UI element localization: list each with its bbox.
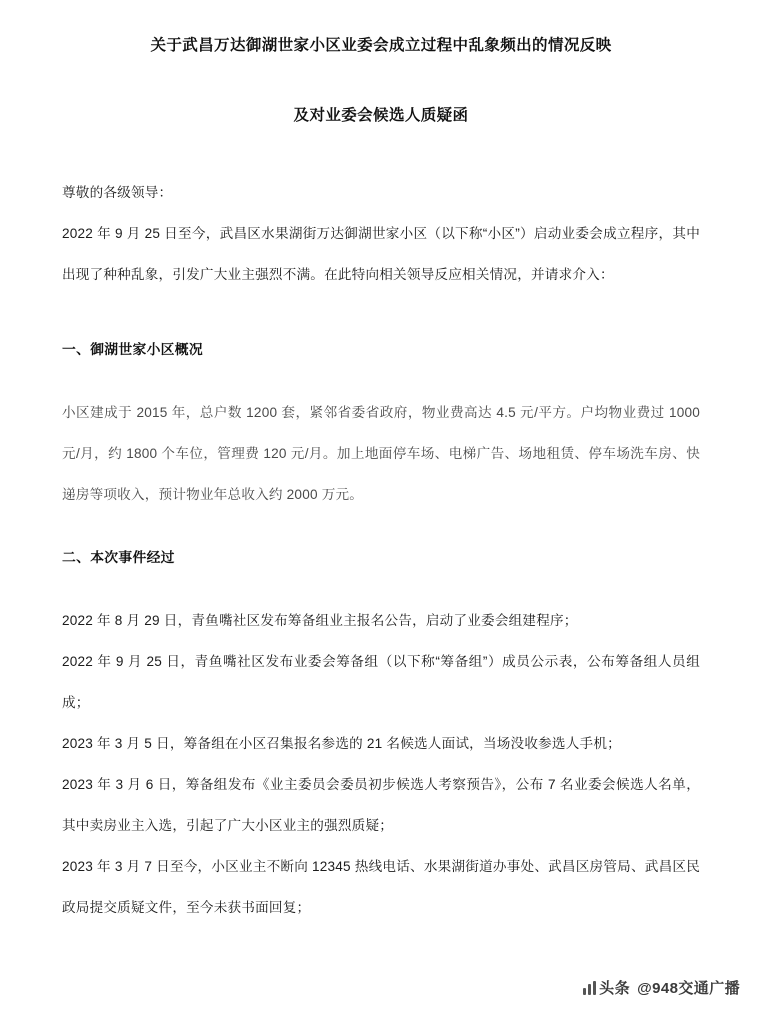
page-title-line-2: 及对业委会候选人质疑函	[293, 107, 469, 124]
watermark	[583, 977, 740, 998]
section-spacer-2	[62, 515, 700, 537]
bars-icon	[583, 981, 596, 995]
section-2-paragraph-1: 2022 年 8 月 29 日，青鱼嘴社区发布筹备组业主报名公告，启动了业委会组建程序；	[62, 613, 578, 628]
section-1-paragraph-1: 小区建成于 2015 年，总户数 1200 套，紧邻省委省政府，物业费高达 4.5 元/平方。户均物业费过 1000 元/月，约 1800 个车位，管理费 120 元/月。加上地面停车场、电梯广告、场地租赁、停车场洗车房、快递房等项收入，预计物业年总收入约 2000 万元。	[62, 405, 700, 502]
section-heading-2: 二、本次事件经过	[62, 550, 175, 565]
page-title-line-1: 关于武昌万达御湖世家小区业委会成立过程中乱象频出的情况反映	[150, 37, 612, 54]
intro-paragraph: 2022 年 9 月 25 日至今，武昌区水果湖街万达御湖世家小区（以下称“小区”）启动业委会成立程序，其中出现了种种乱象，引发广大业主强烈不满。在此特向相关领导反应相关情况，并请求介入：	[62, 226, 700, 282]
section-spacer	[62, 295, 700, 329]
heading-spacer	[62, 370, 700, 392]
section-heading-1: 一、御湖世家小区概况	[62, 342, 203, 357]
heading-spacer-2	[62, 578, 700, 600]
watermark-brand: 头条	[599, 980, 631, 997]
section-2-paragraph-4: 2023 年 3 月 6 日，筹备组发布《业主委员会委员初步候选人考察预告》，公布 7 名业委会候选人名单，其中卖房业主入选，引起了广大小区业主的强烈质疑；	[62, 777, 700, 833]
watermark-account: @948交通广播	[637, 980, 740, 997]
section-2-paragraph-2: 2022 年 9 月 25 日，青鱼嘴社区发布业委会筹备组（以下称“筹备组”）成员公示表，公布筹备组人员组成；	[62, 654, 700, 710]
document-body	[62, 172, 700, 928]
toutiao-logo	[583, 977, 630, 998]
document-title-block	[62, 32, 700, 130]
section-2-paragraph-3: 2023 年 3 月 5 日，筹备组在小区召集报名参选的 21 名候选人面试，当场没收参选人手机；	[62, 736, 621, 751]
salutation: 尊敬的各级领导：	[62, 185, 173, 200]
section-2-paragraph-5: 2023 年 3 月 7 日至今，小区业主不断向 12345 热线电话、水果湖街道办事处、武昌区房管局、武昌区民政局提交质疑文件，至今未获书面回复；	[62, 859, 700, 915]
